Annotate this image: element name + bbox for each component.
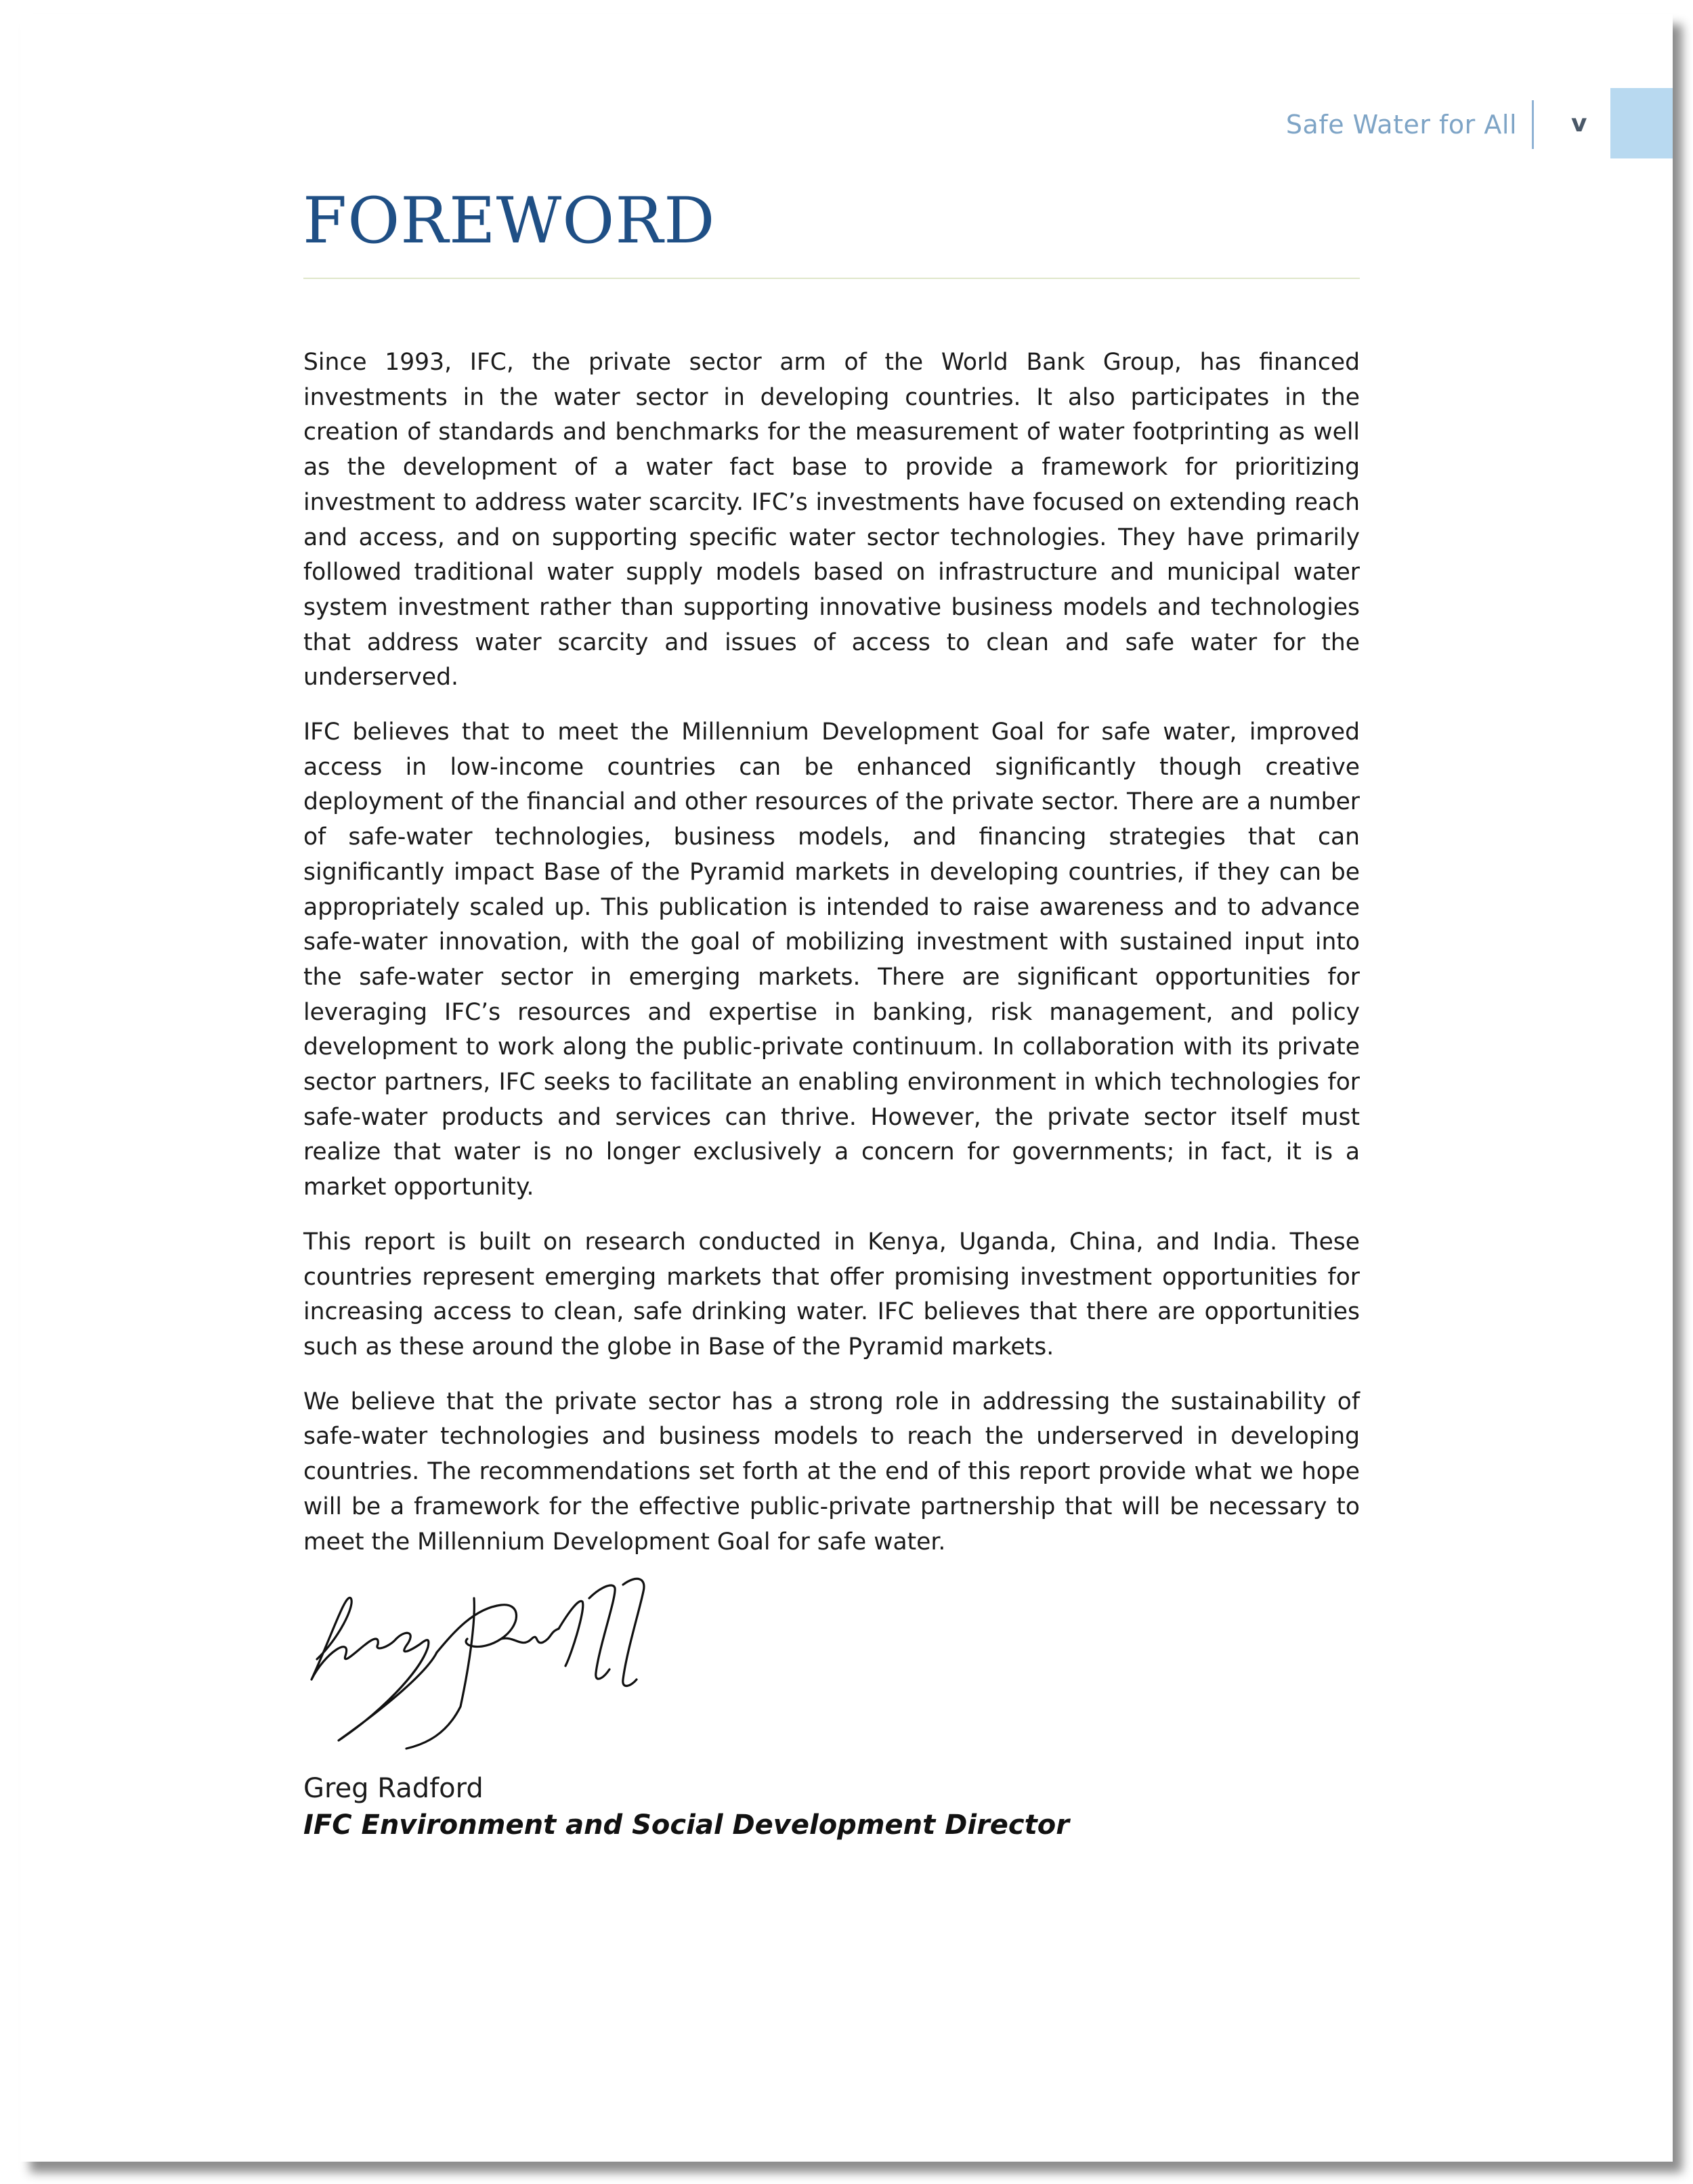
foreword-body: [303, 345, 1360, 1579]
paragraph-3: This report is built on research conducted in Kenya, Uganda, China, and India. These countries represent emerging markets that offer promising investment opportunities for increasing access to clean, safe drinking water. IFC believes that there are opportunities such as these around the globe in Base of the Pyramid markets.: [303, 1228, 1360, 1361]
paragraph-4: We believe that the private sector has a strong role in addressing the sustainability of safe-water technologies and business models to reach the underserved in developing countries. The recommendations set forth at the end of this report provide what we hope will be a framework for the effective public-private partnership that will be necessary to meet the Millennium Development Goal for safe water.: [303, 1388, 1360, 1556]
header-divider: [1532, 100, 1534, 149]
running-header: Safe Water for All: [1285, 110, 1517, 140]
page-tab-marker: [1610, 88, 1673, 158]
signer-name: Greg Radford: [303, 1773, 484, 1804]
title-rule: [303, 278, 1360, 279]
signature-icon: [298, 1571, 691, 1754]
page-number: v: [1571, 110, 1587, 137]
page-title: FOREWORD: [303, 184, 716, 258]
paragraph-2: IFC believes that to meet the Millennium Development Goal for safe water, improved access in low-income countries can be enhanced significantly though creative deployment of the financial and other resources of the private sector. There are a number of safe-water technologies, business models, and financing strategies that can significantly impact Base of the Pyramid markets in developing countries, if they can be appropriately scaled up. This publication is intended to raise awareness and to advance safe-water innovation, with the goal of mobilizing investment with sustained input into the safe-water sector in emerging markets. There are significant opportunities for leveraging IFC’s resources and expertise in banking, risk management, and policy development to work along the public-private continuum. In collaboration with its private sector partners, IFC seeks to facilitate an enabling environment in which technologies for safe-water products and services can thrive. However, the private sector itself must realize that water is no longer exclusively a concern for governments; in fact, it is a market opportunity.: [303, 719, 1360, 1201]
signer-title: IFC Environment and Social Development Director: [303, 1810, 1069, 1841]
paragraph-1: Since 1993, IFC, the private sector arm of the World Bank Group, has financed investments in the water sector in developing countries. It also participates in the creation of standards and benchmarks for the measurement of water footprinting as well as the development of a water fact base to provide a framework for prioritizing investment to address water scarcity. IFC’s investments have focused on extending reach and access, and on supporting specific water sector technologies. They have primarily followed traditional water supply models based on infrastructure and municipal water system investment rather than supporting innovative business models and technologies that address water scarcity and issues of access to clean and safe water for the underserved.: [303, 349, 1360, 691]
